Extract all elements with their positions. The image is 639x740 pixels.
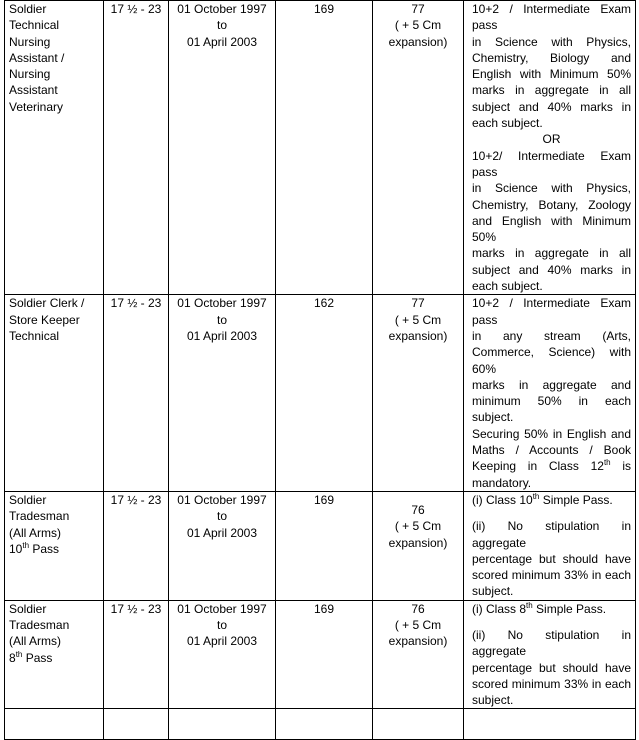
table-row [5, 600, 636, 709]
post-cell: Soldier Technical Nursing Assistant / Nursing Assistant Veterinary [5, 1, 104, 295]
qualification-cell: (i) Class 10th Simple Pass. (ii) No stipulation in aggregate percentage but should have scored minimum 33% in each subject. [464, 491, 636, 600]
height-cell: 169 [276, 491, 373, 600]
table-row [5, 295, 636, 492]
dob-cell: 01 October 1997 to 01 April 2003 [169, 491, 276, 600]
dob-cell: 01 October 1997 to 01 April 2003 [169, 1, 276, 295]
post-cell: Soldier Tradesman (All Arms) 10th Pass [5, 491, 104, 600]
table-row [5, 709, 636, 740]
post-cell: Soldier Tradesman (All Arms) 8th Pass [5, 600, 104, 709]
qualification-cell: 10+2 / Intermediate Exam pass in any stream (Arts, Commerce, Science) with 60% marks in aggregate and minimum 50% in each subject. Securing 50% in English and Maths / Accounts / Book Keeping in Class 12th is mandatory. [464, 295, 636, 492]
dob-cell: 01 October 1997 to 01 April 2003 [169, 600, 276, 709]
chest-cell: 76 ( + 5 Cm expansion) [373, 491, 464, 600]
table-row [5, 491, 636, 600]
chest-cell: 77 ( + 5 Cm expansion) [373, 1, 464, 295]
dob-cell: 01 October 1997 to 01 April 2003 [169, 295, 276, 492]
age-cell: 17 ½ - 23 [104, 600, 169, 709]
post-cell: Soldier Clerk / Store Keeper Technical [5, 295, 104, 492]
height-cell: 162 [276, 295, 373, 492]
qualification-cell: 10+2 / Intermediate Exam pass in Science with Physics, Chemistry, Biology and English with Minimum 50% marks in aggregate in all subject and 40% marks in each subject. OR 10+2/ Intermediate Exam pass in Science with Physics, Chemistry, Botany, Zoology and English with Minimum 50% marks in aggregate in all subject and 40% marks in each subject. [464, 1, 636, 295]
eligibility-table [4, 0, 636, 740]
age-cell: 17 ½ - 23 [104, 1, 169, 295]
age-cell: 17 ½ - 23 [104, 295, 169, 492]
chest-cell: 76 ( + 5 Cm expansion) [373, 600, 464, 709]
height-cell: 169 [276, 600, 373, 709]
height-cell: 169 [276, 1, 373, 295]
age-cell: 17 ½ - 23 [104, 491, 169, 600]
qualification-cell: (i) Class 8th Simple Pass. (ii) No stipulation in aggregate percentage but should have scored minimum 33% in each subject. [464, 600, 636, 709]
table-row [5, 1, 636, 295]
chest-cell: 77 ( + 5 Cm expansion) [373, 295, 464, 492]
